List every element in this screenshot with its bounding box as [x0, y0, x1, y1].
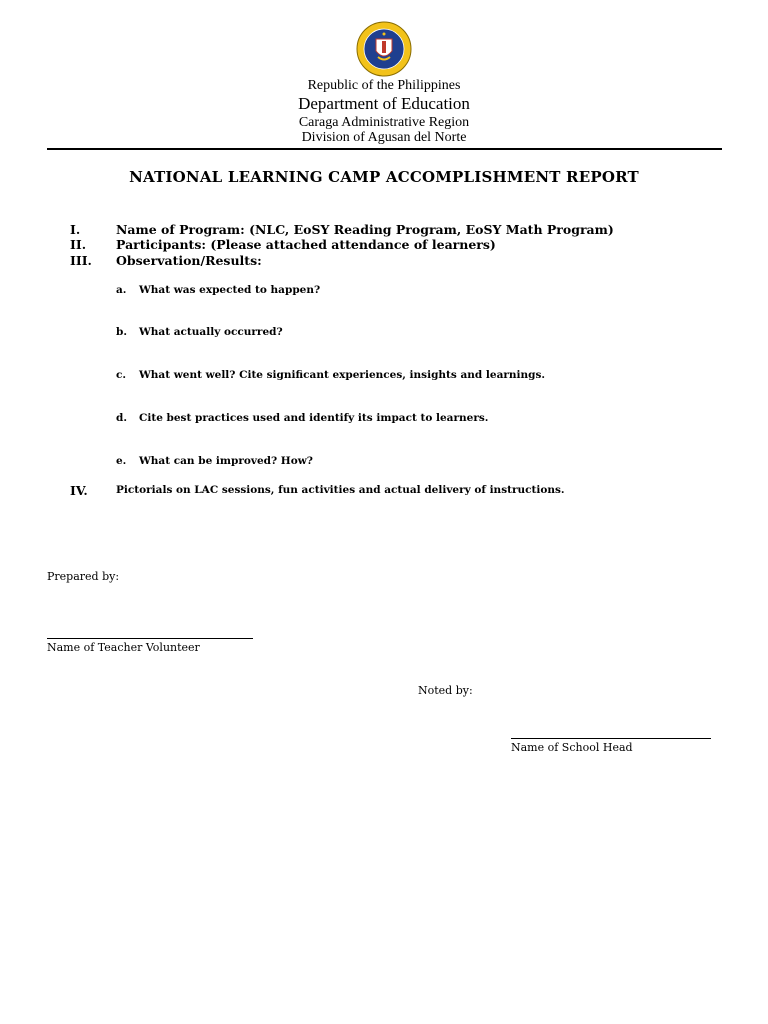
item-text: Observation/Results: — [116, 253, 262, 268]
item-number: II. — [70, 237, 87, 252]
region-line: Caraga Administrative Region — [298, 115, 470, 130]
teacher-signature-line — [47, 638, 253, 639]
sub-item-letter: a. — [116, 284, 127, 296]
item-text: Participants: (Please attached attendance of learners) — [116, 237, 496, 252]
sub-item-text: What went well? Cite significant experiences, insights and learnings. — [139, 369, 546, 381]
noted-by-label: Noted by: — [418, 684, 473, 697]
republic-line: Republic of the Philippines — [307, 78, 461, 93]
sub-item-text: What actually occurred? — [139, 326, 283, 338]
item-text: Pictorials on LAC sessions, fun activities and actual delivery of instructions. — [116, 484, 565, 496]
item-text: Name of Program: (NLC, EoSY Reading Program, EoSY Math Program) — [116, 222, 614, 237]
item-number: III. — [70, 253, 92, 268]
sub-item-letter: e. — [116, 455, 127, 467]
school-head-signature-line — [511, 738, 711, 739]
sub-item-letter: d. — [116, 412, 127, 424]
prepared-by-label: Prepared by: — [47, 570, 120, 583]
sub-item-letter: b. — [116, 326, 127, 338]
item-number: IV. — [70, 483, 88, 498]
sub-item-letter: c. — [116, 369, 127, 381]
sub-item-text: What was expected to happen? — [139, 284, 321, 296]
school-head-name-label: Name of School Head — [511, 741, 633, 754]
item-number: I. — [70, 222, 81, 237]
teacher-name-label: Name of Teacher Volunteer — [47, 641, 200, 654]
header-divider — [47, 148, 722, 150]
document-title: NATIONAL LEARNING CAMP ACCOMPLISHMENT REPORT — [129, 168, 639, 186]
sub-item-text: What can be improved? How? — [139, 455, 313, 467]
sub-item-text: Cite best practices used and identify its impact to learners. — [139, 412, 489, 424]
department-line: Department of Education — [298, 94, 470, 113]
division-line: Division of Agusan del Norte — [301, 130, 467, 145]
deped-seal-logo — [352, 21, 416, 77]
